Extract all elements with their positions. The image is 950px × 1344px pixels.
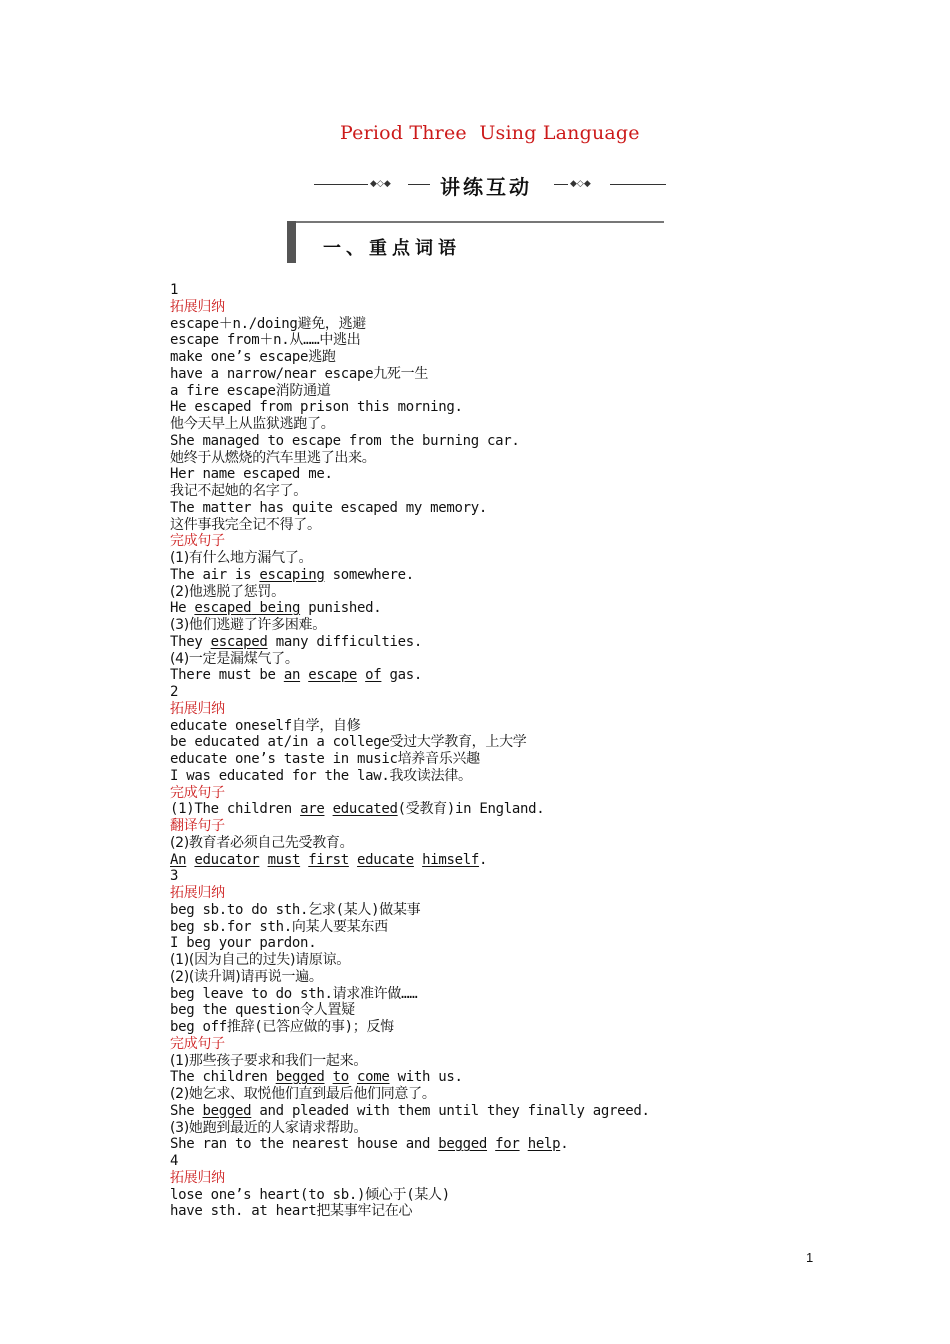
exercise-answer: An educator must first educate himself.	[170, 851, 488, 868]
exercise-prompt: (2)他逃脱了惩罚。	[170, 583, 285, 600]
section-heading-rule	[296, 221, 664, 223]
vocab-line: lose one’s heart(to sb.)倾心于(某人)	[170, 1186, 450, 1203]
document-body	[170, 282, 890, 1220]
exercise-prompt: (2)她乞求、取悦他们直到最后他们同意了。	[170, 1086, 436, 1102]
vocab-line: I beg your pardon.	[170, 935, 317, 952]
entry-number: 2	[170, 684, 179, 700]
answer-blank: educated	[332, 801, 398, 818]
vocab-line: (1)(因为自己的过失)请原谅。	[170, 952, 350, 968]
section-banner	[314, 168, 666, 202]
exercise-prompt: (3)他们逃避了许多困难。	[170, 617, 326, 633]
subheading-expansion: 拓展归纳	[170, 700, 225, 717]
entry-number: 4	[170, 1153, 179, 1169]
vocab-line: escape＋n./doing避免，逃避	[170, 315, 367, 332]
answer-blank: escaping	[259, 566, 325, 583]
section-heading-box	[287, 221, 664, 263]
example-translation: 她终于从燃烧的汽车里逃了出来。	[170, 449, 376, 466]
answer-blank: come	[357, 1069, 390, 1086]
vocab-line: beg the question令人置疑	[170, 1002, 355, 1019]
example-translation: 这件事我完全记不得了。	[170, 516, 321, 533]
exercise-prompt: (3)她跑到最近的人家请求帮助。	[170, 1119, 368, 1136]
exercise-answer: There must be an escape of gas.	[170, 667, 423, 684]
exercise-answer: He escaped being punished.	[170, 600, 382, 617]
exercise-answer: She ran to the nearest house and begged for help.	[170, 1136, 569, 1153]
banner-left-line	[314, 184, 368, 185]
answer-blank: escaped	[210, 633, 268, 650]
subheading-expansion: 拓展归纳	[170, 1169, 225, 1186]
answer-blank: An	[170, 851, 187, 868]
exercise-prompt: (1)有什么地方漏气了。	[170, 550, 313, 566]
subheading-complete: 完成句子	[170, 784, 225, 801]
exercise-answer: (1)The children are educated(受教育)in England.	[170, 801, 545, 818]
example-translation: 他今天早上从监狱逃跑了。	[170, 416, 335, 432]
vocab-line: make one’s escape逃跑	[170, 349, 336, 365]
subheading-expansion: 拓展归纳	[170, 298, 225, 315]
banner-left-short-line	[408, 184, 430, 185]
exercise-answer: She begged and pleaded with them until they finally agreed.	[170, 1102, 650, 1119]
answer-blank: first	[308, 851, 349, 868]
answer-blank: begged	[438, 1136, 488, 1153]
answer-blank: escape	[308, 667, 357, 684]
exercise-prompt: (4)一定是漏煤气了。	[170, 650, 299, 667]
example-sentence: Her name escaped me.	[170, 466, 333, 483]
vocab-line: escape from＋n.从……中逃出	[170, 332, 361, 349]
section-heading: 一、重点词语	[323, 238, 461, 259]
subheading-translate: 翻译句子	[170, 818, 225, 834]
vocab-line: a fire escape消防通道	[170, 382, 331, 399]
answer-blank: being	[259, 600, 301, 617]
entry-number: 1	[170, 282, 179, 298]
subheading-complete: 完成句子	[170, 533, 225, 550]
banner-right-line	[610, 184, 666, 185]
answer-blank: educator	[194, 851, 260, 868]
vocab-line: beg off推辞(已答应做的事)；反悔	[170, 1019, 394, 1035]
example-sentence: The matter has quite escaped my memory.	[170, 499, 488, 516]
banner-right-ornament-icon: ◆◇◆	[570, 179, 591, 189]
answer-blank: escaped	[194, 600, 252, 617]
answer-blank: are	[300, 801, 325, 818]
answer-blank: begged	[202, 1102, 252, 1119]
vocab-line: I was educated for the law.我攻读法律。	[170, 767, 472, 784]
vocab-line: beg sb.to do sth.乞求(某人)做某事	[170, 901, 421, 918]
exercise-answer: They escaped many difficulties.	[170, 633, 423, 650]
answer-blank: an	[283, 667, 301, 684]
section-heading-bar	[287, 221, 296, 263]
entry-number: 3	[170, 868, 179, 885]
subheading-expansion: 拓展归纳	[170, 885, 225, 901]
answer-blank: himself	[422, 851, 479, 868]
example-translation: 我记不起她的名字了。	[170, 483, 307, 499]
answer-blank: for	[495, 1136, 520, 1153]
vocab-line: educate oneself自学，自修	[170, 717, 361, 734]
answer-blank: help	[527, 1136, 561, 1153]
example-sentence: He escaped from prison this morning.	[170, 399, 463, 416]
vocab-line: have sth. at heart把某事牢记在心	[170, 1203, 413, 1220]
banner-title: 讲练互动	[440, 175, 532, 199]
vocab-line: be educated at/in a college受过大学教育，上大学	[170, 734, 527, 751]
example-sentence: She managed to escape from the burning car.	[170, 432, 520, 449]
subheading-complete: 完成句子	[170, 1035, 225, 1052]
answer-blank: must	[267, 851, 301, 868]
exercise-prompt: (2)教育者必须自己先受教育。	[170, 834, 354, 851]
vocab-line: beg leave to do sth.请求准许做……	[170, 985, 418, 1002]
page-number: 1	[806, 1250, 814, 1265]
exercise-answer: The children begged to come with us.	[170, 1069, 463, 1086]
vocab-line: educate one’s taste in music培养音乐兴趣	[170, 751, 480, 767]
banner-left-ornament-icon: ◆◇◆	[370, 179, 391, 189]
page-title: Period Three Using Language	[340, 122, 640, 144]
vocab-line: (2)(读升调)请再说一遍。	[170, 968, 323, 985]
answer-blank: to	[332, 1069, 349, 1086]
exercise-answer: The air is escaping somewhere.	[170, 566, 414, 583]
answer-blank: educate	[357, 851, 414, 868]
vocab-line: have a narrow/near escape九死一生	[170, 365, 429, 382]
banner-right-short-line	[554, 184, 568, 185]
exercise-prompt: (1)那些孩子要求和我们一起来。	[170, 1052, 368, 1069]
answer-blank: begged	[275, 1069, 325, 1086]
vocab-line: beg sb.for sth.向某人要某东西	[170, 918, 388, 935]
answer-blank: of	[365, 667, 382, 684]
